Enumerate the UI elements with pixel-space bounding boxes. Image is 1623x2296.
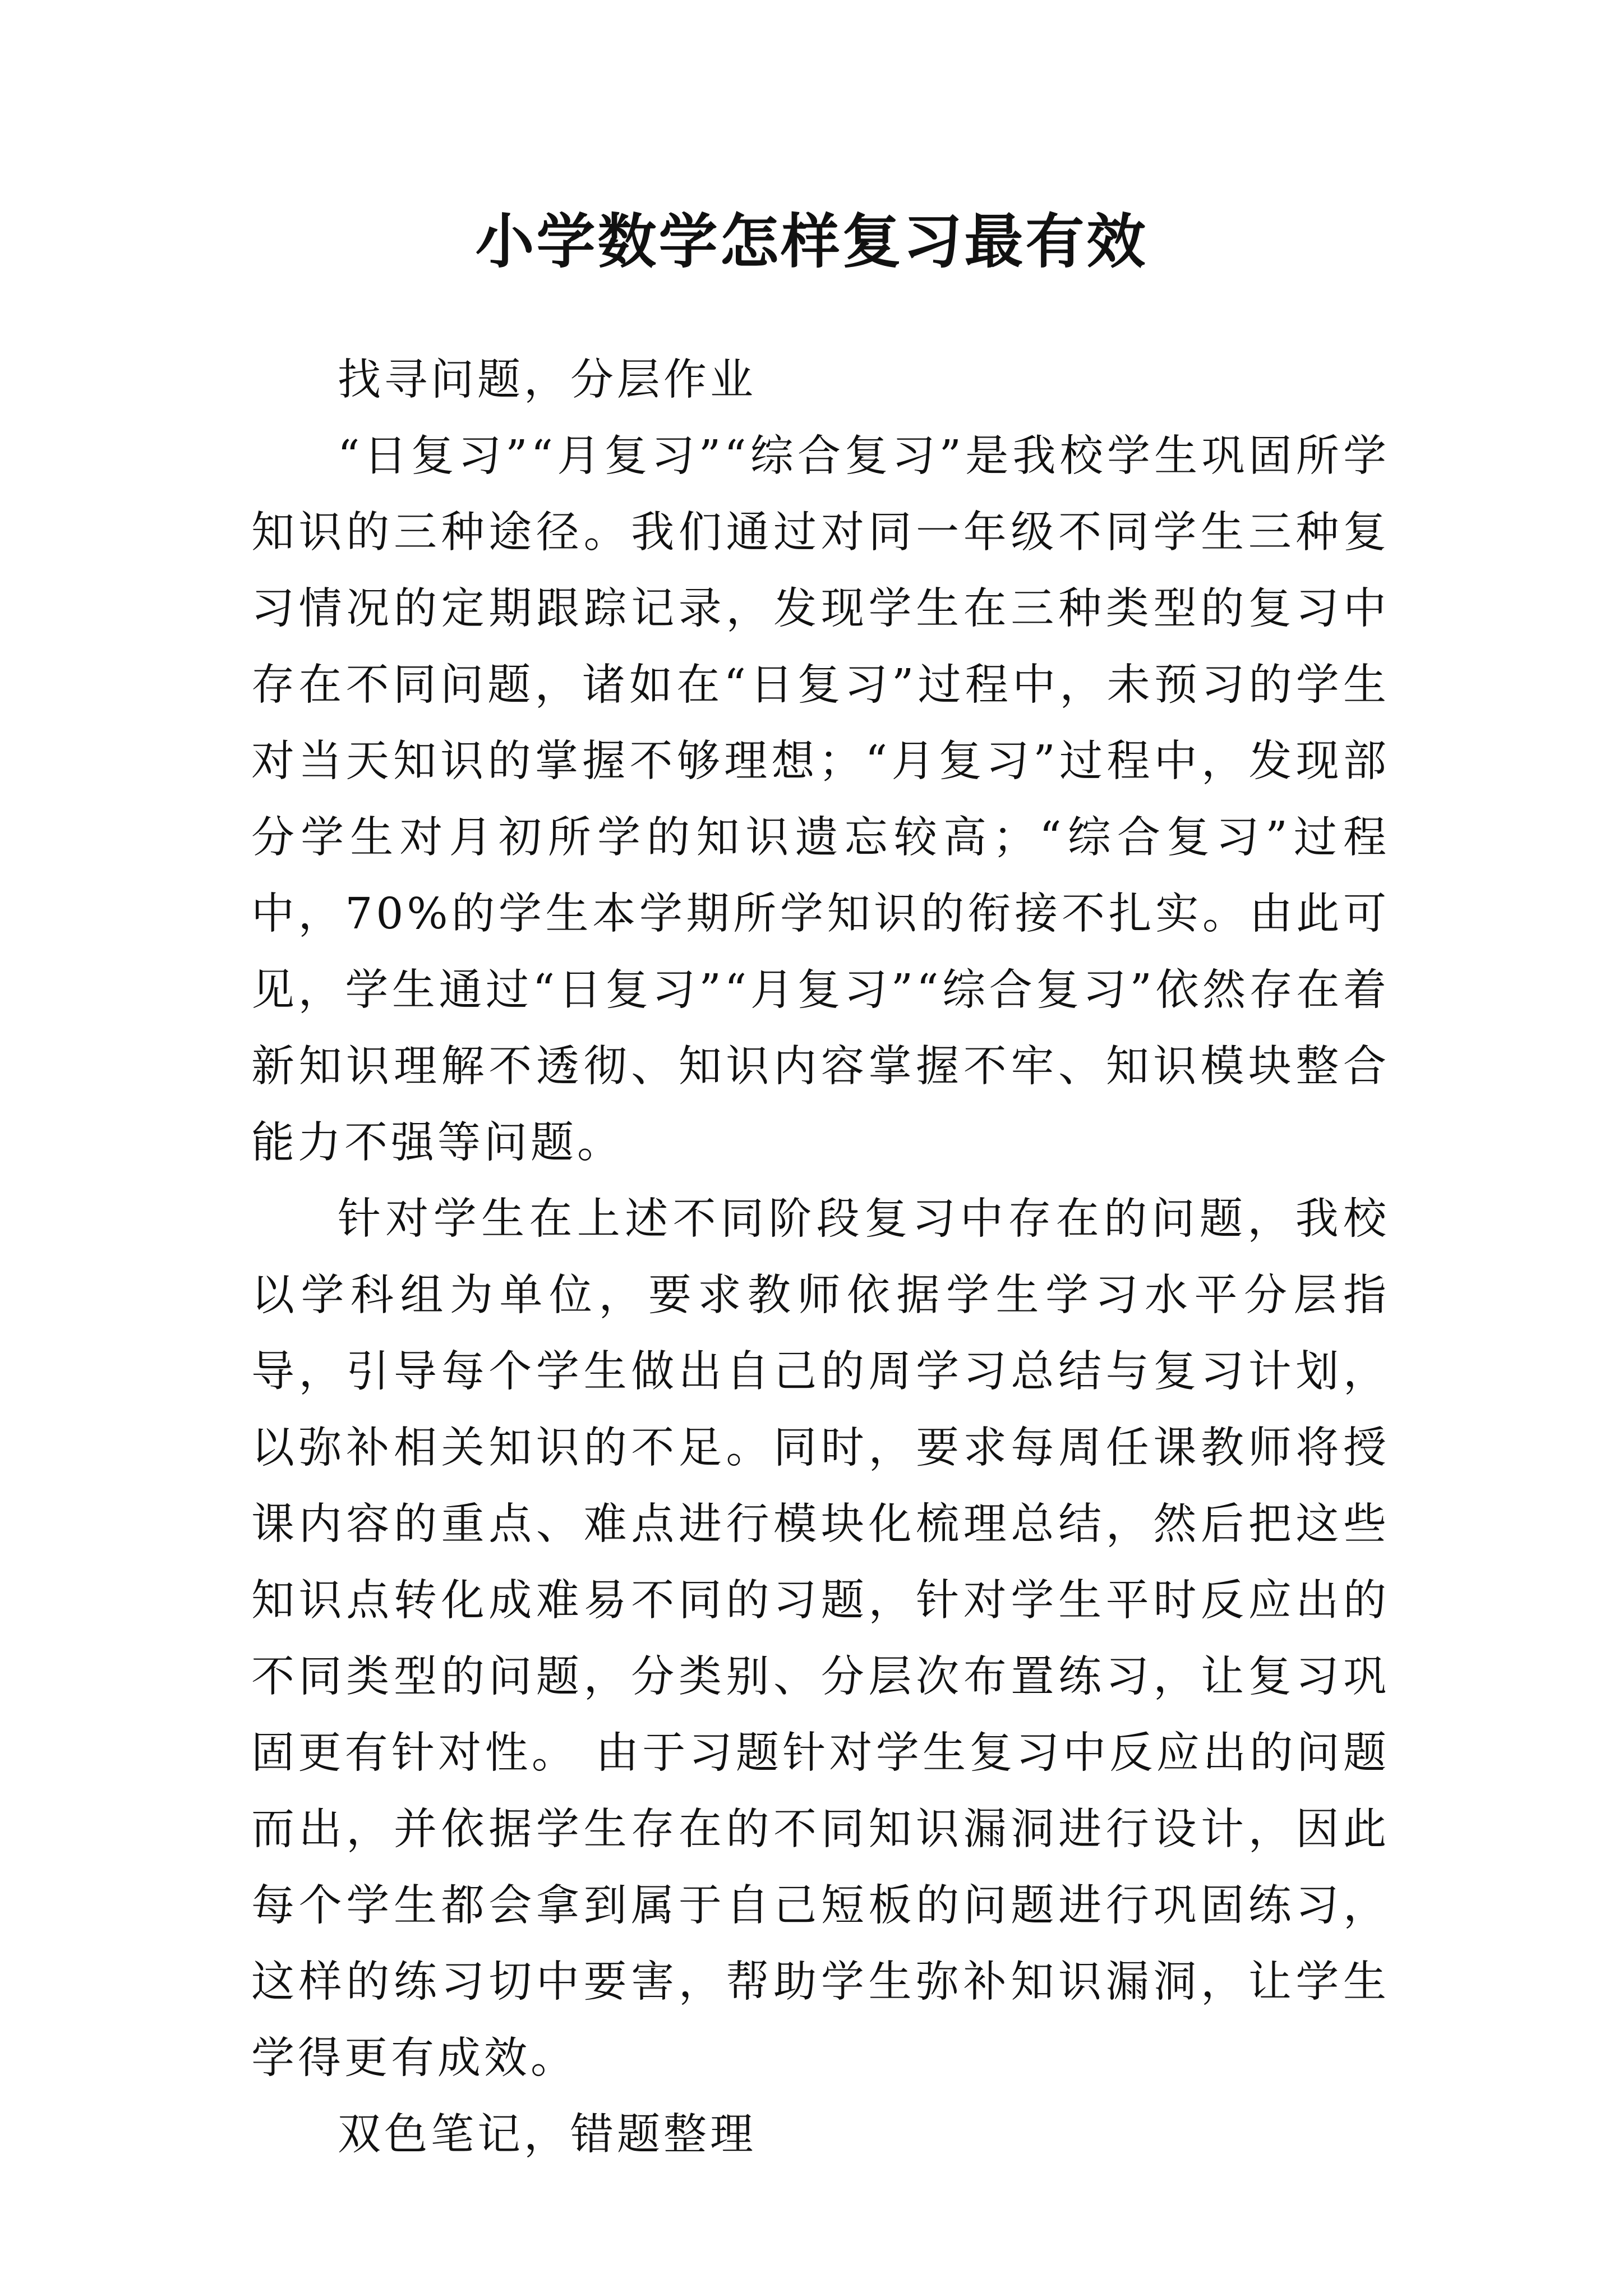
paragraph-1: “日复习”“月复习”“综合复习”是我校学生巩固所学知识的三种途径。我们通过对同一年级不同学生三种复习情况的定期跟踪记录，发现学生在三种类型的复习中存在不同问题，诸如在“日复习”过程中，未预习的学生对当天知识的掌握不够理想；“月复习”过程中，发现部分学生对月初所学的知识遗忘较高；“综合复习”过程中，70%的学生本学期所学知识的衔接不扎实。由此可见，学生通过“日复习”“月复习”“综合复习”依然存在着新知识理解不透彻、知识内容掌握不牢、知识模块整合能力不强等问题。	[251, 431, 1390, 1168]
document-body	[251, 342, 1390, 2173]
section-heading-1: 找寻问题，分层作业	[338, 355, 757, 405]
paragraph-2: 针对学生在上述不同阶段复习中存在的问题，我校以学科组为单位，要求教师依据学生学习水平分层指导，引导每个学生做出自己的周学习总结与复习计划，以弥补相关知识的不足。同时，要求每周任课教师将授课内容的重点、难点进行模块化梳理总结，然后把这些知识点转化成难易不同的习题，针对学生平时反应出的不同类型的问题，分类别、分层次布置练习，让复习巩固更有针对性。 由于习题针对学生复习中反应出的问题而出，并依据学生存在的不同知识漏洞进行设计，因此每个学生都会拿到属于自己短板的问题进行巩固练习，这样的练习切中要害，帮助学生弥补知识漏洞，让学生学得更有成效。	[251, 1194, 1390, 2083]
document-title: 小学数学怎样复习最有效	[475, 206, 1148, 276]
section-heading-2: 双色笔记，错题整理	[338, 2110, 757, 2160]
